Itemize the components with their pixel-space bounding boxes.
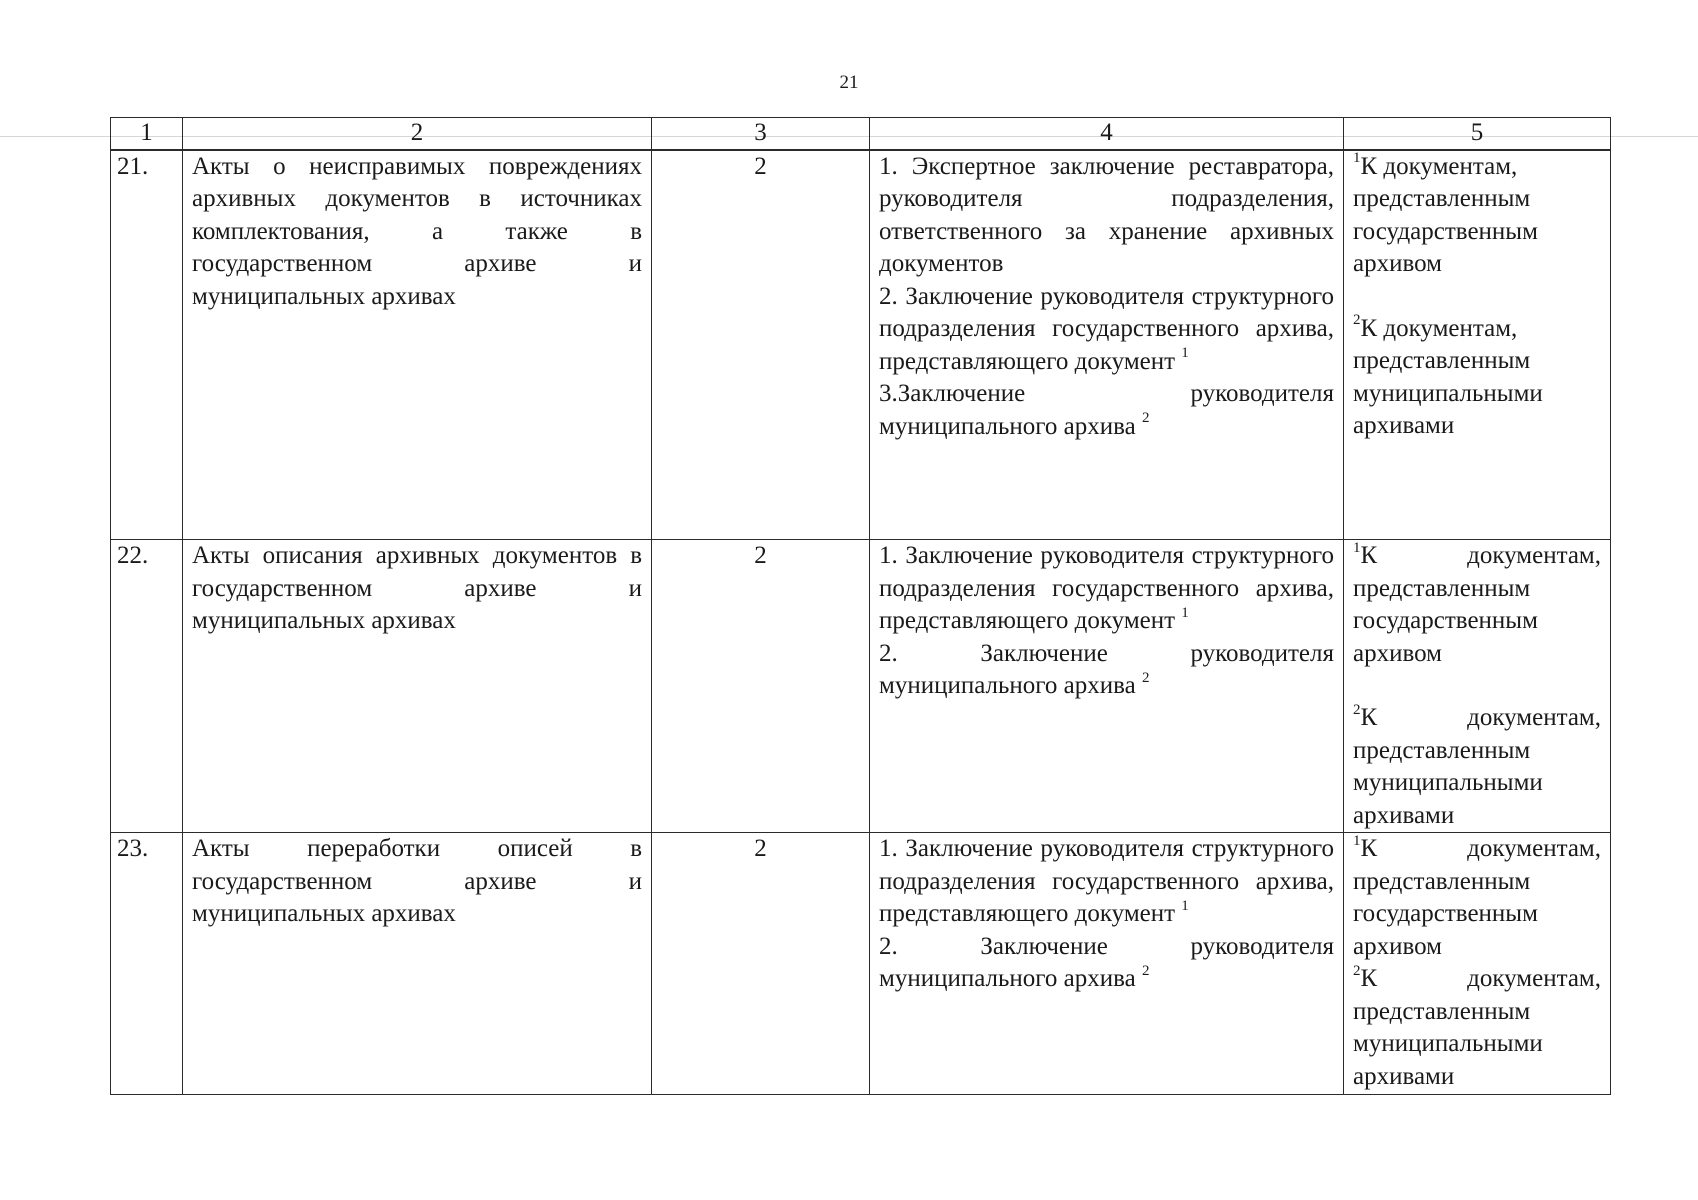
note-item: $^2$К документам, представленным муниципальными архивами [1353,701,1601,829]
copies-count: 2 [652,540,870,833]
table-row [111,833,1611,1095]
table-row [111,150,1611,540]
row-number: 22. [111,540,183,833]
note-item: $^1$К документам, представленным государственным архивом [1353,832,1601,960]
table-header-row [111,118,1611,150]
conclusion-item: 3.Заключение руководителя муниципального архива $^2$ [879,380,1334,440]
document-name-cell [183,833,652,1095]
document-name-cell [183,540,652,833]
conclusion-item: 2. Заключение руководителя муниципального архива $^2$ [879,639,1334,699]
header-cell-col2: 2 [183,118,652,150]
conclusion-item: 1. Заключение руководителя структурного подразделения государственного архива, представляющего документ $^1$ [879,542,1334,634]
conclusions-cell [870,833,1344,1095]
header-cell-col1: 1 [111,118,183,150]
footnote-mark: 2 [1141,410,1150,427]
row-number: 23. [111,833,183,1095]
copies-count: 2 [652,833,870,1095]
footnote-mark: 2 [1141,669,1150,686]
note-item: $^1$К документам, представленным государственным архивом [1353,150,1538,277]
header-cell-col3: 3 [652,118,870,150]
header-cell-col5: 5 [1344,118,1611,150]
notes-cell [1344,833,1611,1095]
document-name: Акты описания архивных документов в государственном архиве и муниципальных архивах [192,542,642,634]
row-number: 21. [111,150,183,540]
copies-count: 2 [652,150,870,540]
header-cell-col4: 4 [870,118,1344,150]
conclusion-item: 2. Заключение руководителя муниципального архива $^2$ [879,932,1334,992]
conclusion-item: 1. Экспертное заключение реставратора, руководителя подразделения, ответственного за хранение архивных документов [879,152,1334,277]
archive-documents-table [110,117,1611,1095]
notes-cell [1344,540,1611,833]
footnote-mark: 1 [1181,345,1189,362]
document-name-cell [183,150,652,540]
notes-cell [1344,150,1611,540]
conclusion-item: 2. Заключение руководителя структурного подразделения государственного архива, представляющего документ $^1$ [879,282,1334,375]
note-item: $^1$К документам, представленным государственным архивом [1353,539,1601,667]
footnote-mark: 2 [1141,962,1150,979]
document-name: Акты о неисправимых повреждениях архивных документов в источниках комплектования, а также в государственном архиве и муниципальных архивах [192,152,642,310]
table-row [111,540,1611,833]
conclusion-item: 1. Заключение руководителя структурного подразделения государственного архива, представляющего документ $^1$ [879,835,1334,927]
page-number: 21 [839,72,859,93]
document-name: Акты переработки описей в государственном архиве и муниципальных архивах [192,835,642,927]
conclusions-cell [870,150,1344,540]
conclusions-cell [870,540,1344,833]
footnote-mark: 1 [1181,897,1189,914]
note-item: $^2$К документам, представленным муниципальными архивами [1353,962,1601,1090]
note-item: $^2$К документам, представленным муниципальными архивами [1353,312,1543,439]
footnote-mark: 1 [1181,604,1189,621]
